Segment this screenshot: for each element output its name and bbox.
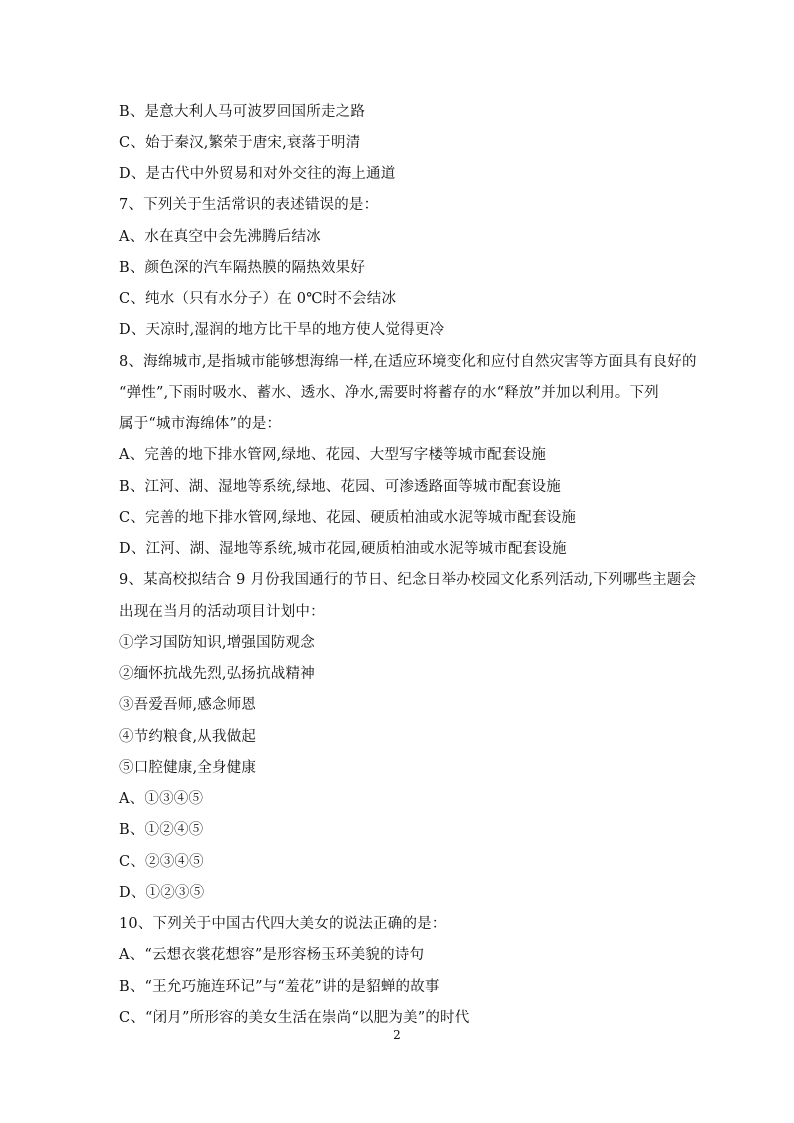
- option-b-silk-road: B、是意大利人马可波罗回国所走之路: [119, 104, 366, 120]
- question-9-line-2: 出现在当月的活动项目计划中：: [119, 604, 325, 620]
- q9-item-3: ③吾爱吾师,感念师恩: [119, 697, 257, 713]
- q10-option-a: A、“云想衣裳花想容”是形容杨玉环美貌的诗句: [119, 947, 425, 963]
- page-number: 2: [393, 1028, 401, 1042]
- question-10: 10、下列关于中国古代四大美女的说法正确的是：: [119, 916, 447, 932]
- q9-item-2: ②缅怀抗战先烈,弘扬抗战精神: [119, 666, 315, 682]
- q9-item-1: ①学习国防知识,增强国防观念: [119, 635, 315, 651]
- q8-option-c: C、完善的地下排水管网,绿地、花园、硬质柏油或水泥等城市配套设施: [119, 510, 577, 526]
- q8-option-b: B、江河、湖、湿地等系统,绿地、花园、可渗透路面等城市配套设施: [119, 479, 561, 495]
- question-7: 7、下列关于生活常识的表述错误的是：: [119, 197, 379, 213]
- q8-option-a: A、完善的地下排水管网,绿地、花园、大型写字楼等城市配套设施: [119, 447, 547, 463]
- q7-option-c: C、纯水（只有水分子）在 0℃时不会结冰: [119, 291, 397, 307]
- question-8-line-3: 属于“城市海绵体”的是：: [119, 416, 282, 432]
- q7-option-a: A、水在真空中会先沸腾后结冰: [119, 229, 321, 245]
- q9-option-a: A、①③④⑤: [119, 791, 204, 807]
- question-9-line-1: 9、某高校拟结合 9 月份我国通行的节日、纪念日举办校园文化系列活动,下列哪些主题会: [119, 572, 697, 588]
- q9-option-c: C、②③④⑤: [119, 854, 204, 870]
- q8-option-d: D、江河、湖、湿地等系统,城市花园,硬质柏油或水泥等城市配套设施: [119, 541, 567, 557]
- q9-item-4: ④节约粮食,从我做起: [119, 729, 257, 745]
- question-8-line-2: “弹性”,下雨时吸水、蓄水、透水、净水,需要时将蓄存的水“释放”并加以利用。下列: [119, 385, 659, 401]
- q7-option-b: B、颜色深的汽车隔热膜的隔热效果好: [119, 260, 366, 276]
- q7-option-d: D、天凉时,湿润的地方比干旱的地方使人觉得更冷: [119, 322, 445, 338]
- option-c-silk-road: C、始于秦汉,繁荣于唐宋,衰落于明清: [119, 135, 361, 151]
- q9-option-b: B、①②④⑤: [119, 822, 204, 838]
- q10-option-c: C、“闭月”所形容的美女生活在崇尚“以肥为美”的时代: [119, 1010, 470, 1026]
- q9-item-5: ⑤口腔健康,全身健康: [119, 760, 257, 776]
- question-8-line-1: 8、海绵城市,是指城市能够想海绵一样,在适应环境变化和应付自然灾害等方面具有良好的: [119, 354, 697, 370]
- q10-option-b: B、“王允巧施连环记”与“羞花”讲的是貂蝉的故事: [119, 979, 440, 995]
- option-d-silk-road: D、是古代中外贸易和对外交往的海上通道: [119, 166, 396, 182]
- q9-option-d: D、①②③⑤: [119, 885, 205, 901]
